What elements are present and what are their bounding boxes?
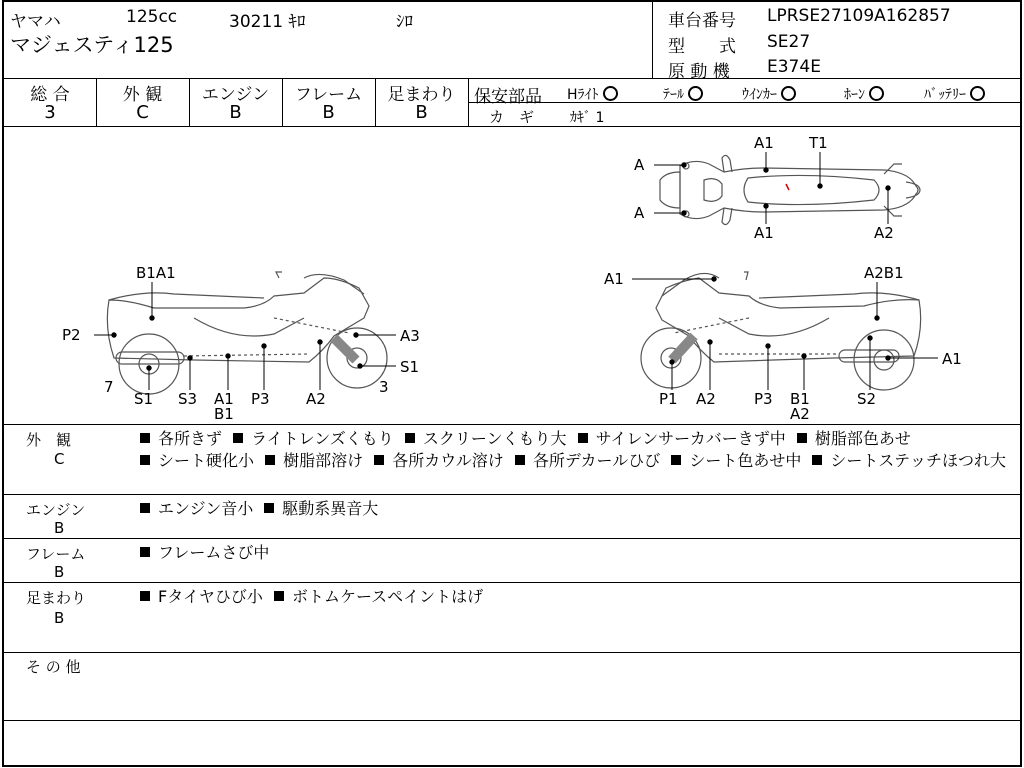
scooter-right-view (641, 272, 921, 390)
diag-label: A1 (604, 270, 624, 288)
section-suspension-notes: Fタイヤひび小 ボトムケースペイントはげ (134, 586, 1009, 608)
diag-label: S1 (134, 390, 154, 408)
maker: ヤマハ (10, 12, 61, 32)
diag-label: A2 (790, 405, 810, 423)
diag-label: A2B1 (864, 264, 904, 282)
diag-label: A (634, 156, 645, 174)
section-frame-label: フレーム (26, 545, 86, 563)
diag-label: A1 (214, 390, 234, 408)
frame-number-label: 車台番号 (668, 11, 736, 31)
safety-item-battery: ﾊﾞｯﾃﾘｰ (924, 84, 985, 104)
diag-label: B1A1 (136, 264, 176, 282)
safety-parts-label: 保安部品 (474, 87, 542, 107)
type-value: SE27 (767, 32, 811, 52)
scooter-top-view (660, 155, 920, 224)
section-engine-label: エンジン (26, 501, 86, 519)
diag-label: P3 (251, 390, 270, 408)
diag-label: A2 (696, 390, 716, 408)
color: ｼﾛ (396, 12, 413, 32)
diag-label: S1 (400, 358, 420, 376)
grade-exterior-label: 外 観 (122, 85, 163, 105)
grade-total-label: 総 合 (30, 85, 70, 105)
diag-label: P1 (659, 390, 678, 408)
mileage: 30211 ｷﾛ (229, 12, 306, 32)
section-other-label: そ の 他 (26, 658, 81, 676)
diag-label: 7 (104, 378, 114, 396)
section-suspension-grade: B (54, 609, 65, 627)
frame-number: LPRSE27109A162857 (767, 6, 951, 26)
section-exterior-label: 外 観 (26, 431, 72, 449)
diag-label: S2 (857, 390, 877, 408)
grade-frame-label: フレーム (294, 85, 363, 105)
ok-circle-icon (688, 86, 703, 101)
displacement: 125cc (126, 7, 178, 27)
section-exterior-grade: C (54, 450, 65, 468)
diag-label: B1 (790, 390, 810, 408)
grade-total-value: 3 (44, 102, 56, 123)
section-engine-grade: B (54, 519, 65, 537)
grade-engine-label: エンジン (201, 85, 270, 105)
grade-exterior-value: C (136, 102, 149, 123)
key-value: ｶｷﾞ 1 (570, 110, 605, 126)
section-frame-notes: フレームさび中 (134, 542, 1009, 564)
diag-label: P2 (62, 326, 81, 344)
diag-label: A1 (754, 134, 774, 152)
model-name: マジェスティ125 (10, 33, 174, 57)
ok-circle-icon (970, 86, 985, 101)
section-exterior-notes: 各所きず ライトレンズくもり スクリーンくもり大 サイレンサーカバーきず中 樹脂部色あせ シート硬化小 樹脂部溶け 各所カウル溶け 各所デカールひび シート色あせ中 シートステッチほつれ大 (134, 428, 1009, 472)
safety-item-headlight: Hﾗｲﾄ (567, 84, 618, 104)
diag-label: P3 (754, 390, 773, 408)
section-engine-notes: エンジン音小 駆動系異音大 (134, 498, 1009, 520)
ok-circle-icon (781, 86, 796, 101)
diag-label: A1 (942, 350, 962, 368)
safety-item-taillight: ﾃｰﾙ (663, 84, 703, 104)
ok-circle-icon (603, 86, 618, 101)
grade-frame-value: B (322, 102, 335, 123)
grade-suspension-label: 足まわり (387, 85, 456, 105)
diag-label: A1 (754, 224, 774, 242)
engine-model-label: 原 動 機 (668, 62, 730, 82)
section-frame-grade: B (54, 563, 65, 581)
diag-label: A3 (400, 327, 420, 345)
diag-label: A2 (874, 224, 894, 242)
engine-model-value: E374E (767, 57, 821, 77)
type-label: 型 式 (668, 37, 736, 57)
safety-item-winker: ｳｲﾝｶｰ (742, 84, 796, 104)
key-label: カ ギ (489, 108, 535, 126)
damage-diagram (4, 128, 1022, 424)
diag-label: 3 (379, 378, 389, 396)
ok-circle-icon (869, 86, 884, 101)
diag-label: T1 (809, 134, 828, 152)
diag-label: S3 (178, 390, 198, 408)
diag-label: B1 (214, 405, 234, 423)
section-suspension-label: 足まわり (26, 589, 87, 607)
inspection-sheet (2, 0, 1022, 767)
grade-engine-value: B (229, 102, 242, 123)
diag-label: A2 (306, 390, 326, 408)
safety-item-horn: ﾎｰﾝ (844, 84, 884, 104)
diag-label: A (634, 204, 645, 222)
grade-suspension-value: B (415, 102, 428, 123)
